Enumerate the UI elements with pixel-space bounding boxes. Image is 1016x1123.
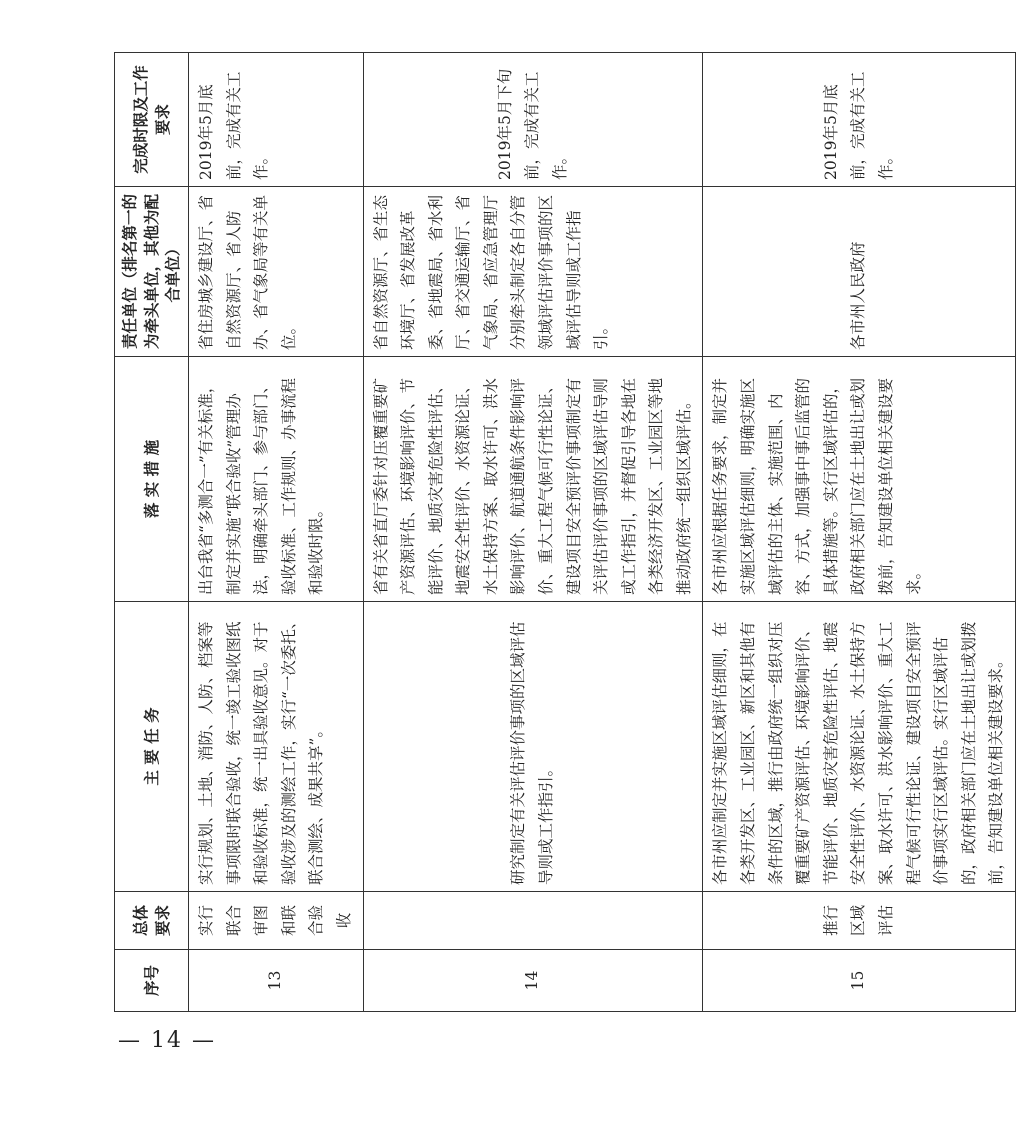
header-deadline: 完成时限及工作要求 <box>115 53 189 187</box>
row-unit: 省自然资源厅、省生态环境厅、省发展改革委、省地震局、省水利厅、省交通运输厅、省气象局、省应急管理厅分别牵头制定各自分管领域评估评价事项的区域评估导则或工作指引。 <box>363 187 703 357</box>
table-row <box>363 53 703 1012</box>
row-requirement: 实行联合审图和联合验收 <box>189 892 363 950</box>
row-requirement <box>363 892 703 950</box>
row-requirement: 推行区域评估 <box>703 892 1015 950</box>
header-unit: 责任单位（排名第一的为牵头单位，其他为配合单位） <box>115 187 189 357</box>
row-task: 各市州应制定并实施区域评估细则，在各类开发区、工业园区、新区和其他有条件的区域，推行由政府统一组织对压覆重要矿产资源评估、环境影响评价、节能评价、地质灾害危险性评估、地震安全性评价、水资源论证、水土保持方案、取水许可、洪水影响评价、重大工程气候可行性论证、建设项目安全预评价事项实行区域评估。实行区域评估的，政府相关部门应在土地出让或划拨前，告知建设单位相关建设要求。 <box>703 602 1015 892</box>
row-task: 研究制定有关评估评价事项的区域评估导则或工作指引。 <box>363 602 703 892</box>
header-task: 主 要 任 务 <box>115 602 189 892</box>
row-measure: 省有关省直厅委针对压覆重要矿产资源评估、环境影响评价、节能评价、地质灾害危险性评估、地震安全性评价、水资源论证、水土保持方案、取水许可、洪水影响评价、航道通航条件影响评价、重大工程气候可行性论证、建设项目安全预评价事项制定有关评估评价事项的区域评估导则或工作指引，并督促引导各地在各类经济开发区、工业园区等地推动政府统一组织区域评估。 <box>363 357 703 602</box>
table-header-row <box>115 53 189 1012</box>
row-measure: 出台我省“多测合一”有关标准，制定并实施“联合验收”管理办法，明确牵头部门、参与部门、验收标准、工作规则、办事流程和验收时限。 <box>189 357 363 602</box>
row-deadline: 2019年5月下旬前，完成有关工作。 <box>363 53 703 187</box>
header-measure: 落 实 措 施 <box>115 357 189 602</box>
row-unit: 各市州人民政府 <box>703 187 1015 357</box>
row-number: 14 <box>363 950 703 1012</box>
table-row <box>189 53 363 1012</box>
row-number: 13 <box>189 950 363 1012</box>
row-measure: 各市州应根据任务要求，制定并实施区域评估细则，明确实施区域评估的主体、实施范围、内容、方式，加强事中事后监管的具体措施等。实行区域评估的，政府相关部门应在土地出让或划拨前，告知建设单位相关建设要求。 <box>703 357 1015 602</box>
row-deadline: 2019年5月底前，完成有关工作。 <box>703 53 1015 187</box>
header-requirement: 总体要求 <box>115 892 189 950</box>
header-no: 序号 <box>115 950 189 1012</box>
rotated-table-wrapper <box>114 53 1006 1012</box>
row-task: 实行规划、土地、消防、人防、档案等事项限时联合验收，统一竣工验收图纸和验收标准，统一出具验收意见。对于验收涉及的测绘工作，实行“一次委托、联合测绘、成果共享”。 <box>189 602 363 892</box>
page-number: — 14 — <box>118 1028 216 1053</box>
table-row <box>703 53 1015 1012</box>
row-unit: 省住房城乡建设厅、省自然资源厅、省人防办、省气象局等有关单位。 <box>189 187 363 357</box>
row-number: 15 <box>703 950 1015 1012</box>
task-table <box>114 52 1016 1012</box>
row-deadline: 2019年5月底前，完成有关工作。 <box>189 53 363 187</box>
